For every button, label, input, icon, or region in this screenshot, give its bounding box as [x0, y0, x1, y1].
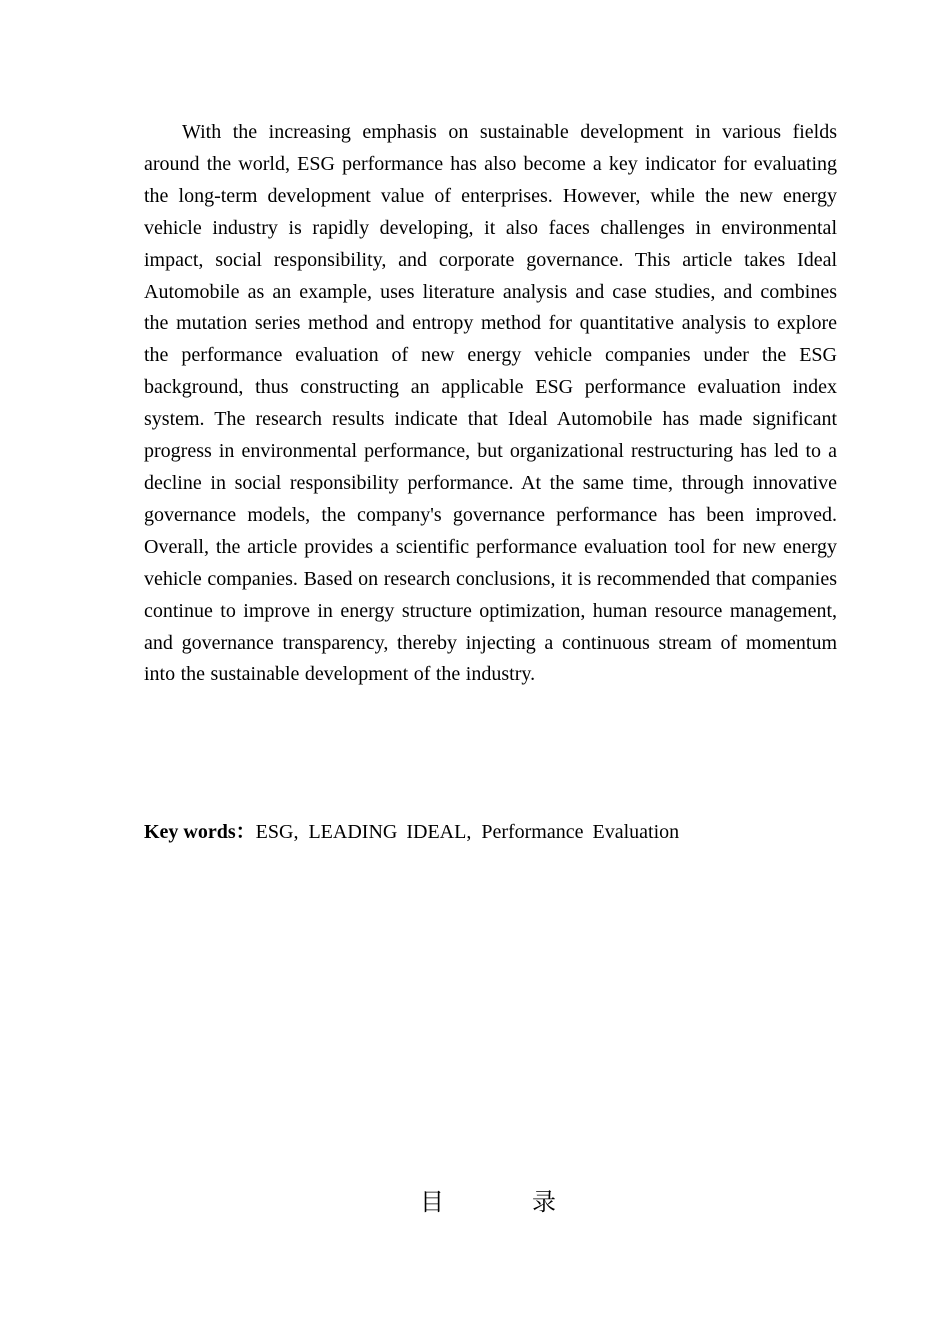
keyword-item: ESG, — [255, 821, 299, 843]
keywords-line — [144, 816, 837, 848]
toc-title-char: 目 — [420, 1188, 444, 1216]
toc-title-char: 录 — [532, 1188, 556, 1216]
keyword-item: LEADING IDEAL, — [308, 821, 472, 843]
abstract-paragraph: With the increasing emphasis on sustainable development in various fields around the world, ESG performance has also become a key indicator for evaluating the long-term development value of enterprises. However, while the new energy vehicle industry is rapidly developing, it also faces challenges in environmental impact, social responsibility, and corporate governance. This article takes Ideal Automobile as an example, uses literature analysis and case studies, and combines the mutation series method and entropy method for quantitative analysis to explore the performance evaluation of new energy vehicle companies under the ESG background, thus constructing an applicable ESG performance evaluation index system. The research results indicate that Ideal Automobile has made significant progress in environmental performance, but organizational restructuring has led to a decline in social responsibility performance. At the same time, through innovative governance models, the company's governance performance has been improved. Overall, the article provides a scientific performance evaluation tool for new energy vehicle companies. Based on research conclusions, it is recommended that companies continue to improve in energy structure optimization, human resource management, and governance transparency, thereby injecting a continuous stream of momentum into the sustainable development of the industry. — [144, 121, 837, 686]
table-of-contents-title — [420, 1184, 556, 1220]
keyword-item: Performance Evaluation — [481, 821, 680, 843]
keywords-label: Key words： — [144, 821, 256, 843]
